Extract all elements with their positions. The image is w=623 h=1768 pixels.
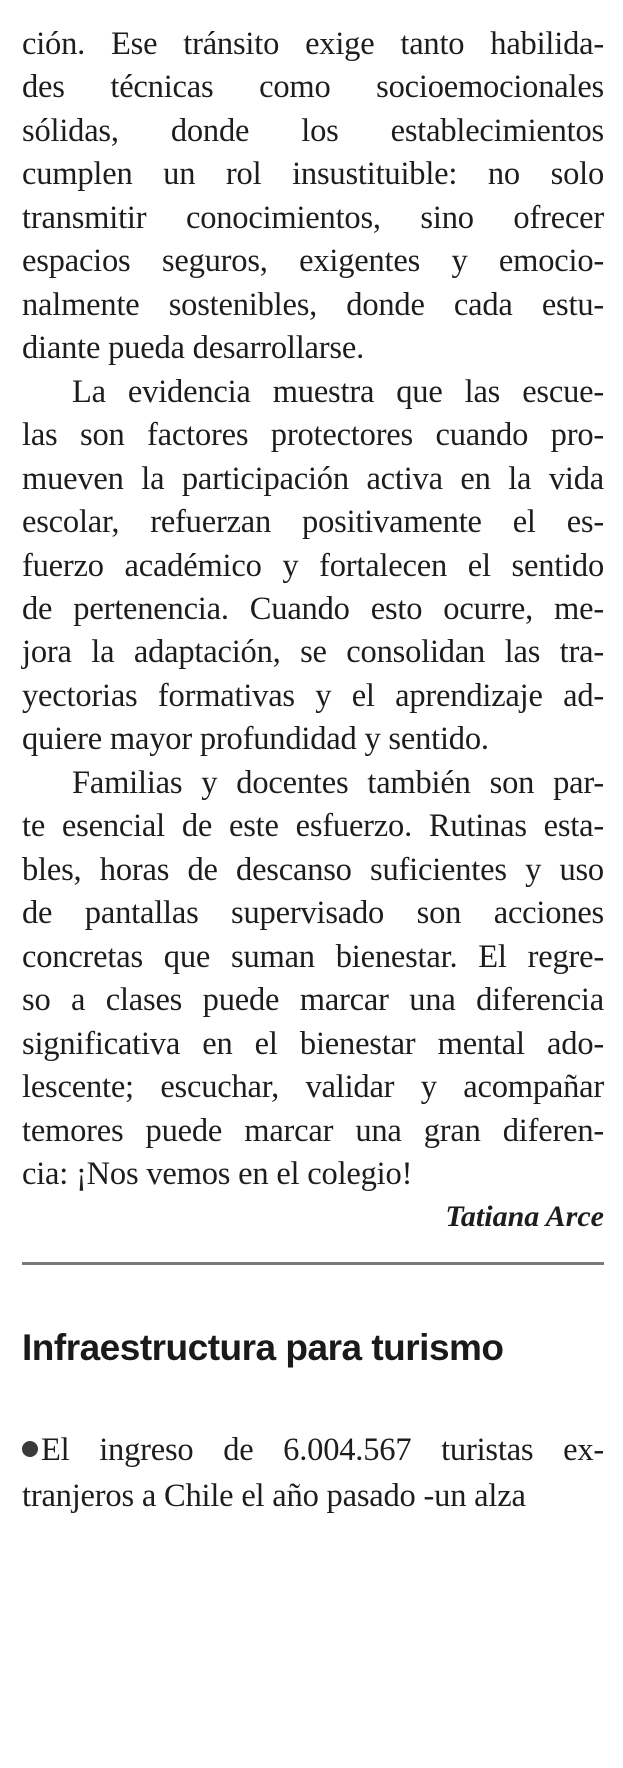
body-line: sólidas, donde los establecimientos — [22, 113, 604, 149]
next-article-text: El ingreso de 6.004.567 turistas ex- — [41, 1432, 604, 1468]
author-signature: Tatiana Arce — [445, 1200, 604, 1233]
body-line: de pertenencia. Cuando esto ocurre, me- — [22, 591, 604, 627]
body-line: bles, horas de descanso suficientes y uso — [22, 852, 604, 888]
body-line: ción. Ese tránsito exige tanto habilida- — [22, 26, 604, 62]
body-line: quiere mayor profundidad y sentido. — [22, 721, 489, 757]
body-line: espacios seguros, exigentes y emocio- — [22, 243, 604, 279]
newspaper-column — [22, 0, 604, 1768]
paragraph-first-line: La evidencia muestra que las escue- — [72, 374, 604, 410]
body-line: fuerzo académico y fortalecen el sentido — [22, 548, 604, 584]
body-line: de pantallas supervisado son acciones — [22, 895, 604, 931]
body-line: las son factores protectores cuando pro- — [22, 417, 604, 453]
body-line: significativa en el bienestar mental ado- — [22, 1026, 604, 1062]
body-line: lescente; escuchar, validar y acompañar — [22, 1069, 604, 1105]
body-line: nalmente sostenibles, donde cada estu- — [22, 287, 604, 323]
body-line: jora la adaptación, se consolidan las tra- — [22, 634, 604, 670]
body-line: yectorias formativas y el aprendizaje ad- — [22, 678, 604, 714]
paragraph-first-line: Familias y docentes también son par- — [72, 765, 604, 801]
body-line: mueven la participación activa en la vida — [22, 461, 604, 497]
next-article-headline: Infraestructura para turismo — [22, 1327, 504, 1368]
body-line: temores puede marcar una gran diferen- — [22, 1113, 604, 1149]
body-line: cumplen un rol insustituible: no solo — [22, 156, 604, 192]
body-line: cia: ¡Nos vemos en el colegio! — [22, 1156, 413, 1192]
body-line: escolar, refuerzan positivamente el es- — [22, 504, 604, 540]
body-line: te esencial de este esfuerzo. Rutinas esta- — [22, 808, 604, 844]
body-line: transmitir conocimientos, sino ofrecer — [22, 200, 604, 236]
body-line: concretas que suman bienestar. El regre- — [22, 939, 604, 975]
body-line: so a clases puede marcar una diferencia — [22, 982, 604, 1018]
body-line: des técnicas como socioemocionales — [22, 69, 604, 105]
body-line: diante pueda desarrollarse. — [22, 330, 365, 366]
next-article-line: tranjeros a Chile el año pasado -un alza — [22, 1478, 526, 1514]
